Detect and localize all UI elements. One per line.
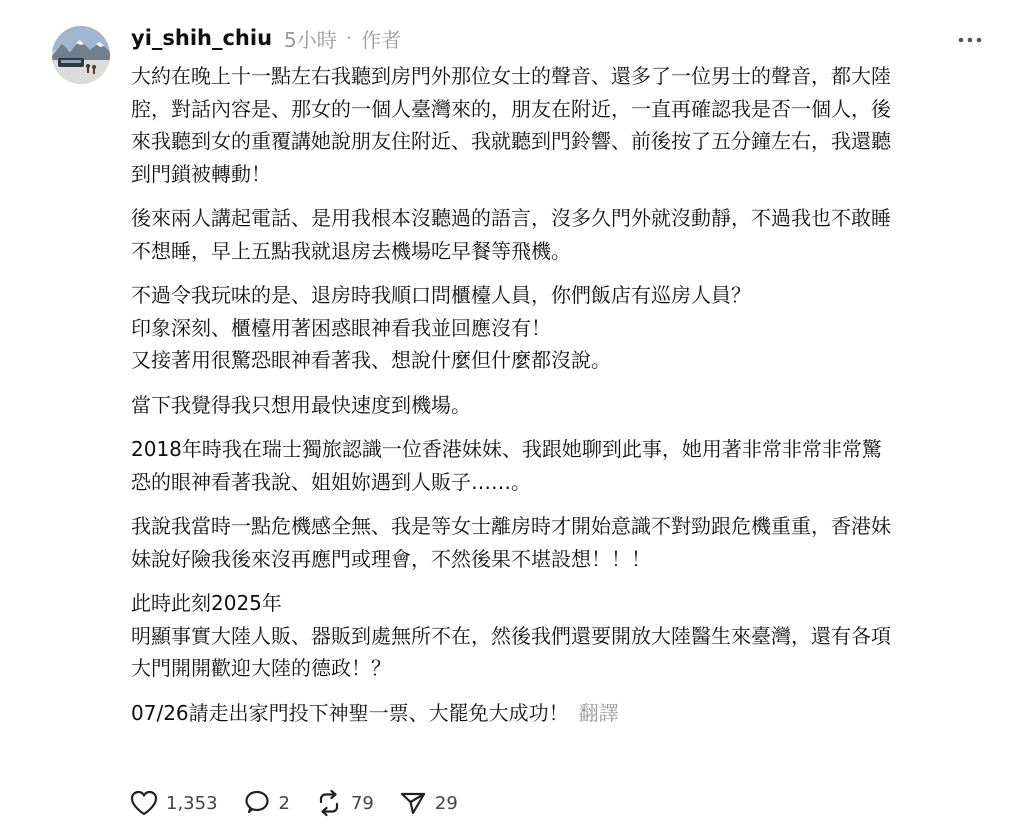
- post-paragraph: 當下我覺得我只想用最快速度到機場。: [131, 392, 471, 417]
- repost-icon: [314, 789, 344, 817]
- heart-icon: [129, 789, 159, 817]
- post-paragraph: 不過令我玩味的是、退房時我順口問櫃檯人員，你們飯店有巡房人員？ 印象深刻、櫃檯用著困惑眼神看我並回應沒有！ 又接著用很驚恐眼神看著我、想說什麼但什麼都沒說。: [131, 283, 751, 372]
- share-count: 29: [434, 792, 458, 814]
- post-time: 5小時: [284, 27, 337, 52]
- translate-link[interactable]: 翻譯: [578, 700, 619, 725]
- post-paragraph: 後來兩人講起電話、是用我根本沒聽過的語言，沒多久門外就沒動靜，不過我也不敢睡 不想睡，早上五點我就退房去機場吃早餐等飛機。: [131, 206, 891, 263]
- post-header: [131, 22, 401, 54]
- comment-count: 2: [278, 792, 290, 814]
- username[interactable]: yi_shih_chiu: [131, 26, 273, 50]
- paper-plane-icon: [398, 789, 428, 817]
- like-button[interactable]: [129, 789, 218, 817]
- author-badge: 作者: [361, 27, 402, 52]
- repost-count: 79: [350, 792, 374, 814]
- comment-button[interactable]: [242, 789, 290, 817]
- speech-bubble-icon: [242, 789, 272, 817]
- meta-separator: ·: [345, 26, 353, 50]
- like-count: 1,353: [166, 792, 218, 814]
- share-button[interactable]: [398, 789, 458, 817]
- post-paragraph: 2018年時我在瑞士獨旅認識一位香港妹妹、我跟她聊到此事，她用著非常非常非常驚 恐的眼神看著我說、姐姐妳遇到人販子……。: [131, 437, 882, 494]
- post-paragraph: 大約在晚上十一點左右我聽到房門外那位女士的聲音、還多了一位男士的聲音，都大陸 腔，對話內容是、那女的一個人臺灣來的，朋友在附近，一直再確認我是否一個人，後 來我聽到女的重覆講她說朋友住附近、我就聽到門鈴響、前後按了五分鐘左右，我還聽 到門鎖被轉動！: [131, 64, 891, 186]
- post-paragraph: 我說我當時一點危機感全無、我是等女士離房時才開始意識不對勁跟危機重重，香港妹 妹說好險我後來沒再應門或理會，不然後果不堪設想！！！: [131, 514, 891, 571]
- action-bar: [129, 786, 482, 820]
- post-body: [131, 60, 991, 729]
- repost-button[interactable]: [314, 789, 374, 817]
- avatar[interactable]: [52, 26, 110, 84]
- more-options-button[interactable]: [950, 28, 990, 52]
- post-paragraph: 此時此刻2025年 明顯事實大陸人販、器販到處無所不在，然後我們還要開放大陸醫生來臺灣，還有各項 大門開開歡迎大陸的德政！？: [131, 591, 891, 680]
- post-last-text: 07/26請走出家門投下神聖一票、大罷免大成功！: [131, 700, 569, 725]
- avatar-photo: [52, 26, 110, 84]
- post-paragraph-last: [131, 697, 991, 730]
- more-dots-icon: [950, 28, 990, 52]
